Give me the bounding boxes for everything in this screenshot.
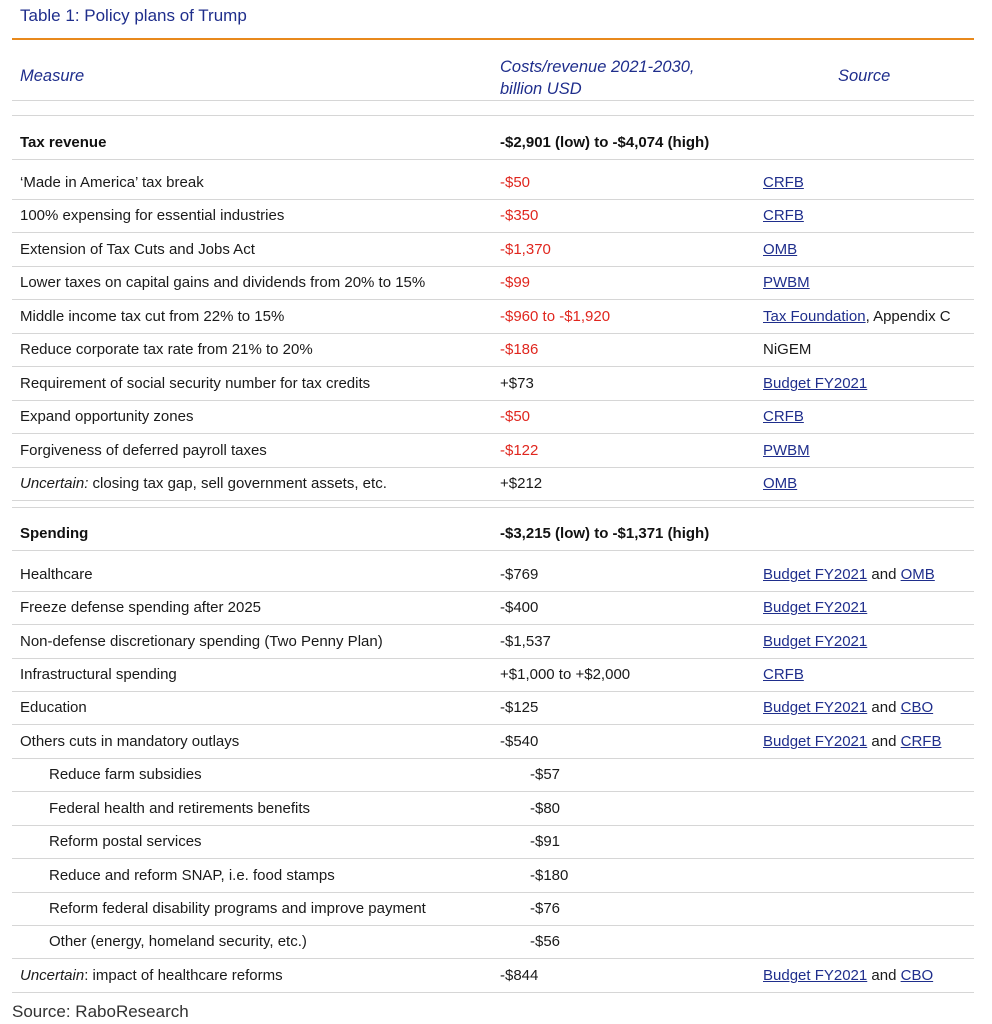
- source-link[interactable]: CRFB: [763, 408, 804, 425]
- tax-section-total: -$2,901 (low) to -$4,074 (high): [500, 134, 710, 151]
- measure-cell: [20, 475, 387, 492]
- value-cell: -$540: [500, 733, 539, 750]
- header-source: Source: [838, 67, 891, 85]
- measure-cell: Reduce and reform SNAP, i.e. food stamps: [49, 867, 335, 884]
- table-row: [12, 266, 974, 300]
- table-row: [12, 367, 974, 401]
- value-cell: -$769: [500, 566, 539, 583]
- measure-cell: Reduce corporate tax rate from 21% to 20%: [20, 341, 313, 358]
- value-cell: -$91: [530, 833, 561, 850]
- source-link[interactable]: CRFB: [763, 207, 804, 224]
- table-row: [12, 691, 974, 725]
- header-cost: [500, 56, 694, 100]
- measure-cell: Reduce farm subsidies: [49, 766, 202, 783]
- measure-cell: ‘Made in America’ tax break: [20, 174, 204, 191]
- table-row: [12, 725, 974, 759]
- divider: [12, 115, 974, 116]
- source-link[interactable]: Budget FY2021: [763, 599, 868, 616]
- source-link[interactable]: OMB: [763, 241, 798, 258]
- value-cell: -$400: [500, 599, 539, 616]
- value-cell: -$76: [530, 900, 561, 917]
- divider: [12, 507, 974, 508]
- measure-cell: Reform postal services: [49, 833, 202, 850]
- table-subrow: [12, 859, 974, 893]
- source-link[interactable]: Budget FY2021: [763, 633, 868, 650]
- value-cell: +$1,000 to +$2,000: [500, 666, 631, 683]
- measure-cell: Reform federal disability programs and improve payment: [49, 900, 426, 917]
- spending-section-row: [12, 517, 974, 551]
- source-link[interactable]: CBO: [900, 699, 934, 716]
- table-row: [12, 233, 974, 267]
- table-row: [12, 199, 974, 233]
- source-link[interactable]: Tax Foundation: [763, 308, 866, 325]
- source-text: NiGEM: [763, 341, 812, 358]
- measure-cell: Expand opportunity zones: [20, 408, 194, 425]
- measure-cell: Middle income tax cut from 22% to 15%: [20, 308, 285, 325]
- source-link[interactable]: OMB: [900, 566, 935, 583]
- table-row: [12, 959, 974, 993]
- value-cell: -$180: [530, 867, 569, 884]
- source-and: and: [867, 566, 901, 583]
- value-cell: -$844: [500, 967, 539, 984]
- source-extra: , Appendix C: [865, 308, 951, 325]
- value-cell: -$50: [500, 408, 531, 425]
- value-cell: -$960 to -$1,920: [500, 308, 611, 325]
- measure-cell: Infrastructural spending: [20, 666, 177, 683]
- measure-cell: Forgiveness of deferred payroll taxes: [20, 442, 267, 459]
- source-link[interactable]: CRFB: [900, 733, 942, 750]
- measure-cell: Healthcare: [20, 566, 93, 583]
- source-link[interactable]: CRFB: [763, 174, 804, 191]
- source-link[interactable]: Budget FY2021: [763, 699, 868, 716]
- table-row: [12, 558, 974, 592]
- value-cell: -$57: [530, 766, 561, 783]
- tax-section-row: [12, 126, 974, 160]
- uncertain-text: closing tax gap, sell government assets, etc.: [88, 475, 387, 492]
- measure-cell: Non-defense discretionary spending (Two Penny Plan): [20, 633, 383, 650]
- value-cell: -$1,537: [500, 633, 551, 650]
- header-cost-line2: billion USD: [500, 80, 582, 98]
- source-link[interactable]: Budget FY2021: [763, 375, 868, 392]
- table-row: [12, 300, 974, 334]
- source-link[interactable]: Budget FY2021: [763, 566, 868, 583]
- spending-section-total: -$3,215 (low) to -$1,371 (high): [500, 525, 710, 542]
- value-cell: -$1,370: [500, 241, 551, 258]
- value-cell: -$99: [500, 274, 531, 291]
- table-subrow: [12, 758, 974, 792]
- measure-cell: Others cuts in mandatory outlays: [20, 733, 240, 750]
- value-cell: -$122: [500, 442, 539, 459]
- table-row: [12, 333, 974, 367]
- measure-cell: Education: [20, 699, 87, 716]
- tax-section-label: Tax revenue: [20, 134, 107, 151]
- table-row: [12, 625, 974, 659]
- footer-source: Source: RaboResearch: [12, 1002, 189, 1021]
- spending-section-label: Spending: [20, 525, 89, 542]
- value-cell: -$80: [530, 800, 561, 817]
- measure-cell: Requirement of social security number for tax credits: [20, 375, 371, 392]
- source-link[interactable]: CRFB: [763, 666, 804, 683]
- table-subrow: [12, 792, 974, 826]
- header-cost-line1: Costs/revenue 2021-2030,: [500, 58, 695, 76]
- table-row: [12, 434, 974, 468]
- value-cell: -$350: [500, 207, 539, 224]
- source-and: and: [867, 967, 901, 984]
- source-link[interactable]: OMB: [763, 475, 798, 492]
- source-link[interactable]: PWBM: [763, 442, 810, 459]
- uncertain-text: : impact of healthcare reforms: [84, 967, 283, 984]
- measure-cell: [20, 967, 283, 984]
- measure-cell: Lower taxes on capital gains and dividends from 20% to 15%: [20, 274, 426, 291]
- value-cell: -$125: [500, 699, 539, 716]
- uncertain-label: Uncertain: [20, 967, 85, 984]
- table-title: Table 1: Policy plans of Trump: [20, 6, 247, 25]
- measure-cell: Other (energy, homeland security, etc.): [49, 933, 307, 950]
- table-header: [12, 56, 974, 101]
- measure-cell: Freeze defense spending after 2025: [20, 599, 262, 616]
- table-row: [12, 400, 974, 434]
- source-and: and: [867, 733, 901, 750]
- value-cell: -$56: [530, 933, 561, 950]
- table-subrow: [12, 892, 974, 926]
- measure-cell: 100% expensing for essential industries: [20, 207, 285, 224]
- value-cell: +$73: [500, 375, 534, 392]
- table-row: [12, 166, 974, 200]
- measure-cell: Extension of Tax Cuts and Jobs Act: [20, 241, 255, 258]
- value-cell: -$186: [500, 341, 539, 358]
- table-row: [12, 467, 974, 501]
- table-row: [12, 658, 974, 692]
- source-link[interactable]: Budget FY2021: [763, 733, 868, 750]
- uncertain-label: Uncertain:: [20, 475, 89, 492]
- measure-cell: Federal health and retirements benefits: [49, 800, 310, 817]
- source-and: and: [867, 699, 901, 716]
- header-measure: Measure: [20, 67, 85, 85]
- table-row: [12, 591, 974, 625]
- source-link[interactable]: CBO: [900, 967, 934, 984]
- value-cell: -$50: [500, 174, 531, 191]
- title-rule: [12, 38, 974, 40]
- source-link[interactable]: PWBM: [763, 274, 810, 291]
- table-subrow: [12, 825, 974, 859]
- table-subrow: [12, 925, 974, 959]
- value-cell: +$212: [500, 475, 543, 492]
- source-link[interactable]: Budget FY2021: [763, 967, 868, 984]
